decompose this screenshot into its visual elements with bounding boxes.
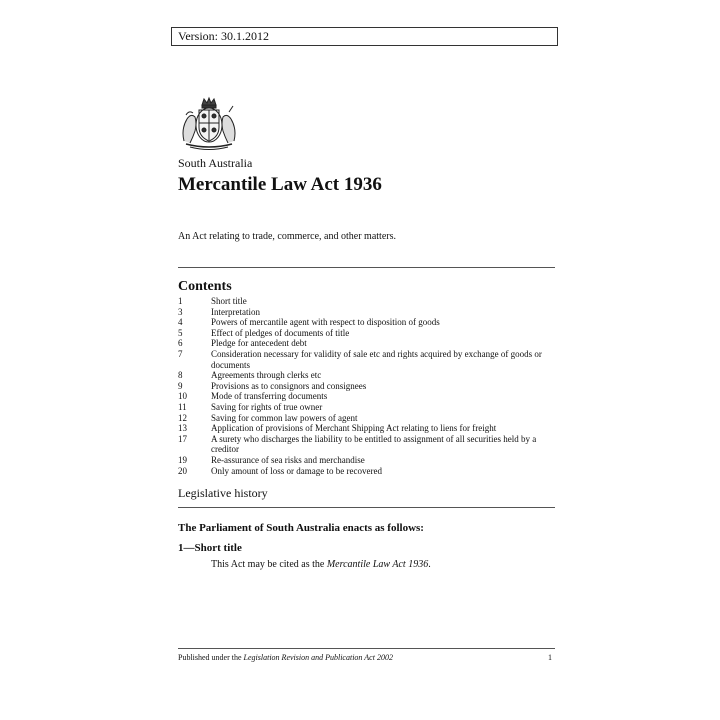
toc-item[interactable] — [178, 391, 558, 402]
toc-item-title: Pledge for antecedent debt — [211, 338, 307, 349]
toc-item[interactable] — [178, 370, 558, 381]
toc-item-title: Short title — [211, 296, 247, 306]
toc-item-number: 4 — [178, 317, 183, 328]
jurisdiction: South Australia — [178, 156, 253, 170]
toc-item-number: 9 — [178, 380, 183, 391]
toc-item-number: 5 — [178, 327, 183, 338]
section-heading: 1—Short title — [178, 542, 242, 554]
toc-item-title: Effect of pledges of documents of title — [211, 327, 350, 338]
section-text-act-name: Mercantile Law Act 1936 — [326, 559, 429, 570]
toc-item-title: A surety who discharges the liability to be entitled to assignment of all securities held by a creditor — [211, 433, 537, 455]
toc-item-title: Consideration necessary for validity of sale etc and rights acquired by exchange of goods or documents — [211, 348, 542, 370]
toc-item-number: 11 — [178, 401, 187, 412]
section-text — [211, 559, 431, 570]
toc-item-title: Interpretation — [211, 306, 260, 317]
page-number: 1 — [548, 653, 552, 662]
divider — [178, 507, 555, 508]
section-text-prefix: This Act may be cited as the — [211, 559, 327, 570]
toc-item-number: 7 — [178, 348, 183, 359]
toc-item[interactable] — [178, 338, 558, 349]
toc-item[interactable] — [178, 466, 558, 477]
toc-item-number: 17 — [178, 433, 187, 444]
toc-item[interactable] — [178, 349, 558, 370]
footer-publication — [178, 653, 393, 662]
toc-item-number: 10 — [178, 391, 187, 402]
divider — [178, 267, 555, 268]
legislative-history-link[interactable]: Legislative history — [178, 486, 268, 500]
toc-item-title: Agreements through clerks etc — [211, 370, 322, 381]
toc-item[interactable] — [178, 413, 558, 424]
toc-item[interactable] — [178, 434, 558, 455]
toc-item-title: Saving for common law powers of agent — [211, 412, 358, 423]
toc-item-title: Application of provisions of Merchant Shipping Act relating to liens for freight — [211, 423, 497, 434]
coat-of-arms-icon — [178, 95, 240, 150]
toc-item-title: Powers of mercantile agent with respect to disposition of goods — [211, 317, 440, 328]
toc-item-number: 1 — [178, 296, 183, 306]
footer-divider — [178, 648, 555, 649]
toc-item-number: 13 — [178, 423, 187, 434]
toc-item-title: Only amount of loss or damage to be recovered — [211, 465, 382, 476]
table-of-contents — [178, 296, 558, 476]
toc-item[interactable] — [178, 328, 558, 339]
toc-item-number: 19 — [178, 454, 187, 465]
long-title: An Act relating to trade, commerce, and other matters. — [178, 231, 396, 242]
enacting-words: The Parliament of South Australia enacts as follows: — [178, 522, 424, 534]
toc-item-title: Provisions as to consignors and consignees — [211, 380, 367, 391]
toc-item-number: 3 — [178, 306, 183, 317]
toc-item-number: 6 — [178, 338, 183, 349]
section-text-suffix: . — [428, 559, 431, 570]
toc-item-number: 8 — [178, 370, 183, 381]
toc-item[interactable] — [178, 307, 558, 318]
toc-item[interactable] — [178, 381, 558, 392]
toc-item[interactable] — [178, 455, 558, 466]
toc-item[interactable] — [178, 402, 558, 413]
footer-prefix: Published under the — [178, 653, 244, 662]
page-title: Mercantile Law Act 1936 — [178, 174, 382, 195]
contents-heading: Contents — [178, 279, 232, 294]
toc-item-title: Saving for rights of true owner — [211, 401, 323, 412]
version-box — [171, 27, 558, 46]
version-label: Version: 30.1.2012 — [178, 29, 269, 43]
footer-act-name: Legislation Revision and Publication Act 2002 — [243, 653, 393, 662]
toc-item[interactable] — [178, 423, 558, 434]
toc-item-title: Re-assurance of sea risks and merchandise — [211, 454, 365, 465]
toc-item-number: 12 — [178, 412, 187, 423]
toc-item-title: Mode of transferring documents — [211, 391, 328, 402]
toc-item[interactable] — [178, 296, 558, 307]
toc-item-number: 20 — [178, 465, 187, 476]
toc-item[interactable] — [178, 317, 558, 328]
